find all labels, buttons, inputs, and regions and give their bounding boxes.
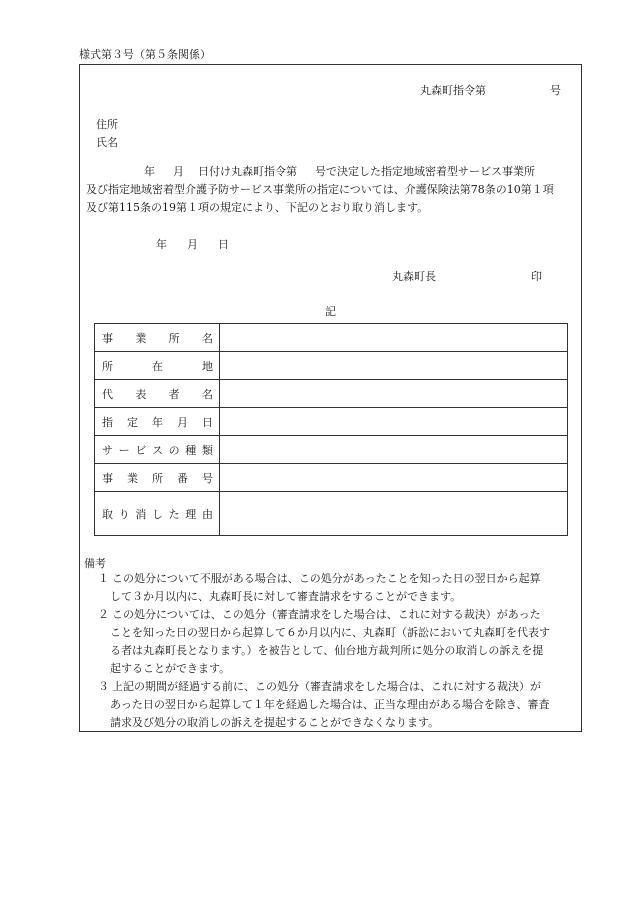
table-row-value bbox=[220, 352, 568, 380]
date-month: 月 bbox=[187, 238, 198, 251]
notes-title: 備考 bbox=[84, 557, 106, 570]
body-line1-rest: 日付け丸森町指令第 bbox=[198, 165, 297, 178]
table-row-value bbox=[220, 324, 568, 352]
note-line: ことを知った日の翌日から起算して６か月以内に、丸森町（訴訟において丸森町を代表す bbox=[110, 626, 550, 639]
notice-number-suffix: 号 bbox=[550, 84, 561, 97]
body-year: 年 bbox=[144, 165, 155, 178]
body-line-3: 及び第115条の19第１項の規定により、下記のとおり取り消します。 bbox=[86, 201, 429, 214]
note-line: 起することができます。 bbox=[110, 662, 231, 675]
table-row-label-text: 代 表 者 名 bbox=[102, 387, 213, 401]
table-row-value bbox=[220, 436, 568, 464]
document-frame bbox=[79, 64, 582, 732]
note-number: ３ bbox=[98, 680, 109, 693]
notice-number bbox=[420, 82, 561, 98]
body-month: 月 bbox=[173, 165, 184, 178]
body-line-1 bbox=[86, 163, 580, 181]
table-row-label-text: サ ー ビ ス の 種 類 bbox=[102, 443, 213, 457]
note-line: 請求及び処分の取消しの訴えを提起することができなくなります。 bbox=[110, 716, 440, 729]
note-line: この処分については、この処分（審査請求をした場合は、これに対する裁決）があった bbox=[112, 608, 541, 621]
table-row bbox=[95, 436, 568, 464]
table-row bbox=[95, 408, 568, 436]
table-row bbox=[95, 324, 568, 352]
note-line: この処分について不服がある場合は、この処分があったことを知った日の翌日から起算 bbox=[112, 572, 541, 585]
note-line: 上記の期間が経過する前に、この処分（審査請求をした場合は、これに対する裁決）が bbox=[112, 680, 541, 693]
table-row-label-text: 取 り 消 し た 理 由 bbox=[102, 507, 213, 521]
mayor-title: 丸森町長 bbox=[392, 270, 436, 283]
notice-number-prefix: 丸森町指令第 bbox=[420, 84, 486, 97]
table-row-label bbox=[95, 492, 220, 536]
table-row-label-text: 事 業 所 名 bbox=[102, 331, 213, 345]
date-day: 日 bbox=[218, 238, 229, 251]
table-row-value bbox=[220, 464, 568, 492]
seal-mark: 印 bbox=[531, 270, 542, 283]
table-row-label bbox=[95, 408, 220, 436]
table-row-label-text: 指 定 年 月 日 bbox=[102, 415, 213, 429]
table-row-value bbox=[220, 380, 568, 408]
table-row-label-text: 所 在 地 bbox=[102, 359, 213, 373]
record-heading: 記 bbox=[325, 305, 336, 318]
form-label: 様式第３号（第５条関係） bbox=[79, 48, 211, 61]
table-row-label bbox=[95, 352, 220, 380]
note-number: １ bbox=[98, 572, 109, 585]
body-line1-end: 号で決定した指定地域密着型サービス事業所 bbox=[315, 165, 535, 178]
table-row-label bbox=[95, 464, 220, 492]
name-label: 氏名 bbox=[96, 136, 118, 149]
note-line: る者は丸森町長となります。）を被告として、仙台地方裁判所に処分の取消しの訴えを提 bbox=[110, 644, 544, 657]
address-label: 住所 bbox=[96, 118, 118, 131]
table-row-label bbox=[95, 380, 220, 408]
body-line-2: 及び指定地域密着型介護予防サービス事業所の指定については、介護保険法第78条の10第１項 bbox=[86, 183, 554, 196]
table-row-label bbox=[95, 436, 220, 464]
table-row bbox=[95, 380, 568, 408]
details-table bbox=[94, 323, 568, 536]
note-line: して３か月以内に、丸森町長に対して審査請求をすることができます。 bbox=[110, 590, 462, 603]
table-row bbox=[95, 492, 568, 536]
table-row-value bbox=[220, 492, 568, 536]
issue-date bbox=[156, 236, 229, 252]
table-row-label bbox=[95, 324, 220, 352]
date-year: 年 bbox=[156, 238, 167, 251]
table-row-value bbox=[220, 408, 568, 436]
note-line: あった日の翌日から起算して１年を経過した場合は、正当な理由がある場合を除き、審査 bbox=[110, 698, 550, 711]
table-row bbox=[95, 352, 568, 380]
table-row-label-text: 事 業 所 番 号 bbox=[102, 471, 213, 485]
table-row bbox=[95, 464, 568, 492]
note-number: ２ bbox=[98, 608, 109, 621]
